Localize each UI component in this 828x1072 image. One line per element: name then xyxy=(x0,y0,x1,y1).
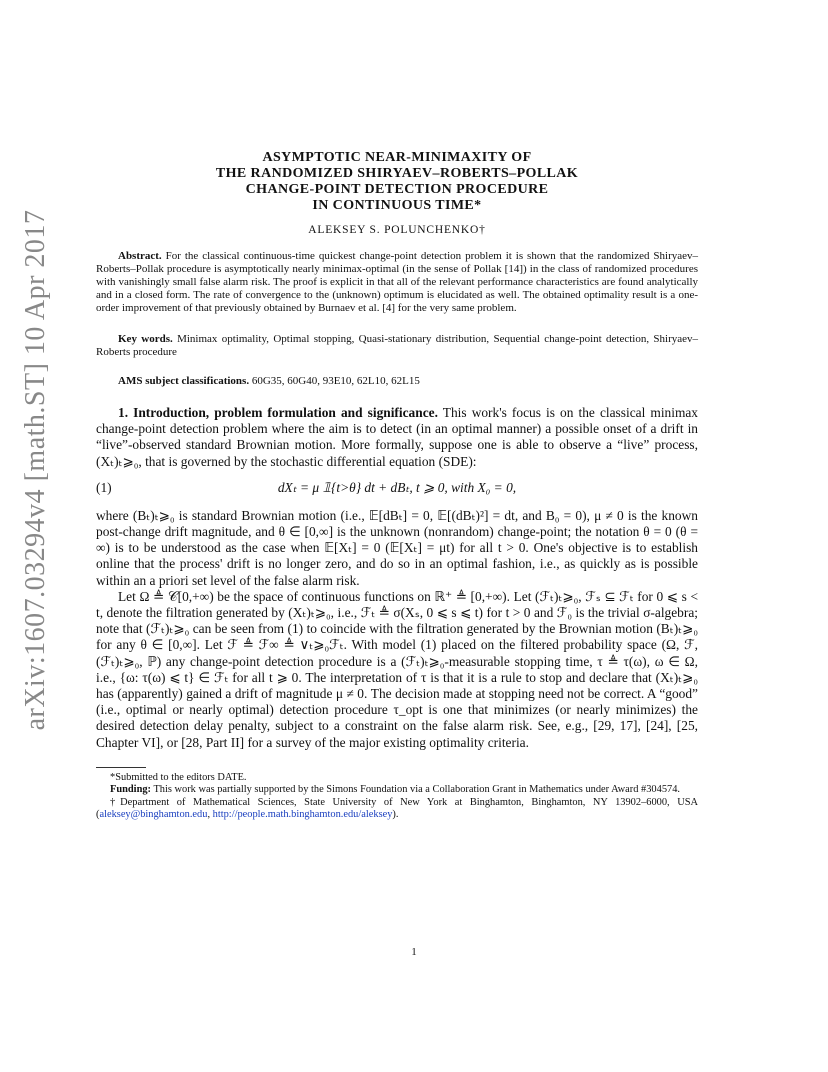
intro-paragraph xyxy=(96,405,698,470)
footnote-divider xyxy=(96,767,146,768)
link-separator: , xyxy=(207,809,213,821)
ams-classifications xyxy=(96,375,698,387)
equation-body: dXₜ = μ 𝟙{t>θ} dt + dBₜ, t ⩾ 0, with X₀ = 0, xyxy=(277,479,517,495)
abstract xyxy=(96,250,698,315)
section-introduction xyxy=(96,405,698,751)
keywords-text: Minimax optimality, Optimal stopping, Quasi-stationary distribution, Sequential change-point detection, Shiryaev–Roberts procedure xyxy=(96,333,698,358)
funding-text: This work was partially supported by the Simons Foundation via a Collaboration Grant in Mathematics under Award #304574. xyxy=(153,784,681,796)
footnote-submitted: *Submitted to the editors DATE. xyxy=(110,771,247,783)
intro-text: This work's focus is on the classical minimax change-point detection problem where the aim is to detect (in an optimal manner) a possible onset of a drift in “live”-observed standard Brownian motion. More formally, suppose one is able to observe a “live” process, (Xₜ)ₜ⩾₀, that is governed by the stochastic differential equation (SDE): xyxy=(96,405,699,469)
email-link[interactable]: aleksey@binghamton.edu xyxy=(99,809,208,821)
abstract-label: Abstract. xyxy=(118,250,162,262)
arxiv-identifier: arXiv:1607.03294v4 [math.ST] 10 Apr 2017 xyxy=(20,209,51,731)
page-number: 1 xyxy=(411,946,417,958)
title-line-1: ASYMPTOTIC NEAR-MINIMAXITY OF xyxy=(262,150,532,165)
keywords xyxy=(96,333,698,359)
arxiv-sidebar-stamp xyxy=(16,209,56,731)
ams-text: 60G35, 60G40, 93E10, 62L10, 62L15 xyxy=(251,375,420,387)
equation-1 xyxy=(96,476,698,500)
title-line-2: THE RANDOMIZED SHIRYAEV–ROBERTS–POLLAK xyxy=(215,166,579,181)
section-heading: 1. Introduction, problem formulation and significance. xyxy=(118,405,438,420)
footnotes xyxy=(96,772,698,822)
footnote-affiliation xyxy=(96,797,698,822)
footnote-funding xyxy=(96,784,698,797)
equation-number: (1) xyxy=(96,479,112,495)
paper-title xyxy=(96,150,698,214)
ams-label: AMS subject classifications. xyxy=(118,375,250,387)
homepage-link[interactable]: http://people.math.binghamton.edu/aleksey xyxy=(212,809,393,821)
affiliation-close: ). xyxy=(392,809,399,821)
paragraph-filtration: Let Ω ≜ 𝒞[0,+∞) be the space of continuous functions on ℝ⁺ ≜ [0,+∞). Let (ℱₜ)ₜ⩾₀, ℱₛ ⊆ ℱₜ for 0 ⩽ s < t, denote the filtration generated by (Xₜ)ₜ⩾₀, i.e., ℱₜ ≜ σ(Xₛ, 0 ⩽ s ⩽ t) for t > 0 and ℱ₀ is the trivial σ-algebra; note that (ℱₜ)ₜ⩾₀ can be seen from (1) to coincide with the filtration generated by the Brownian motion (Bₜ)ₜ⩾₀ for any θ ∈ [0,∞]. Let ℱ ≜ ℱ∞ ≜ ∨ₜ⩾₀ℱₜ. With model (1) placed on the filtered probability space (Ω, ℱ, (ℱₜ)ₜ⩾₀, ℙ) any change-point detection procedure is a (ℱₜ)ₜ⩾₀-measurable stopping time, τ ≜ τ(ω), ω ∈ Ω, i.e., {ω: τ(ω) ⩽ t} ∈ ℱₜ for all t ⩾ 0. The interpretation of τ is that it is a rule to stop and declare that (Xₜ)ₜ⩾₀ has (apparently) gained a drift of magnitude μ ≠ 0. The decision made at stopping need not be correct. A “good” (i.e., optimal or nearly optimal) detection procedure τ_opt is one that minimizes (or nearly minimizes) the desired detection delay penalty, subject to a constraint on the false alarm risk. See, e.g., [29, 17], [24], [25, Chapter VI], or [28, Part II] for a survey of the major existing optimality criteria. xyxy=(96,588,698,750)
affiliation-text: †Department of Mathematical Sciences, State University of New York at Binghamton, Binghamton, NY 13902–6000, USA ( xyxy=(96,796,698,821)
keywords-label: Key words. xyxy=(118,333,173,345)
paper-page xyxy=(96,150,698,822)
title-line-3: CHANGE-POINT DETECTION PROCEDURE xyxy=(245,182,549,197)
abstract-text: For the classical continuous-time quickest change-point detection problem it is shown that the randomized Shiryaev–Roberts–Pollak procedure is asymptotically nearly minimax-optimal (in the sense of Pollak [14]) in the class of randomized procedures with vanishingly small false alarm risk. The proof is explicit in that all of the relevant performance characteristics are found analytically and in a closed form. The rate of convergence to the (unknown) optimum is elucidated as well. The obtained optimality result is a one-order improvement of that previously obtained by Burnaev et al. [4] for the very same problem. xyxy=(96,250,699,314)
author-name: ALEKSEY S. POLUNCHENKO† xyxy=(308,224,486,236)
funding-label: Funding: xyxy=(110,784,152,796)
title-line-4: IN CONTINUOUS TIME* xyxy=(312,198,482,213)
paragraph-model: where (Bₜ)ₜ⩾₀ is standard Brownian motion (i.e., 𝔼[dBₜ] = 0, 𝔼[(dBₜ)²] = dt, and B₀ = 0), μ ≠ 0 is the known post-change drift magnitude, and θ ∈ [0,∞] is the unknown (nonrandom) change-point; the notation θ = 0 (θ = ∞) is to be understood as the case when 𝔼[Xₜ] = 0 (𝔼[Xₜ] = μt) for all t > 0. One's objective is to establish online that the process' drift is no longer zero, and do so in an optimal fashion, i.e., as quickly as is possible within an a priori set level of the false alarm risk. xyxy=(96,507,698,588)
